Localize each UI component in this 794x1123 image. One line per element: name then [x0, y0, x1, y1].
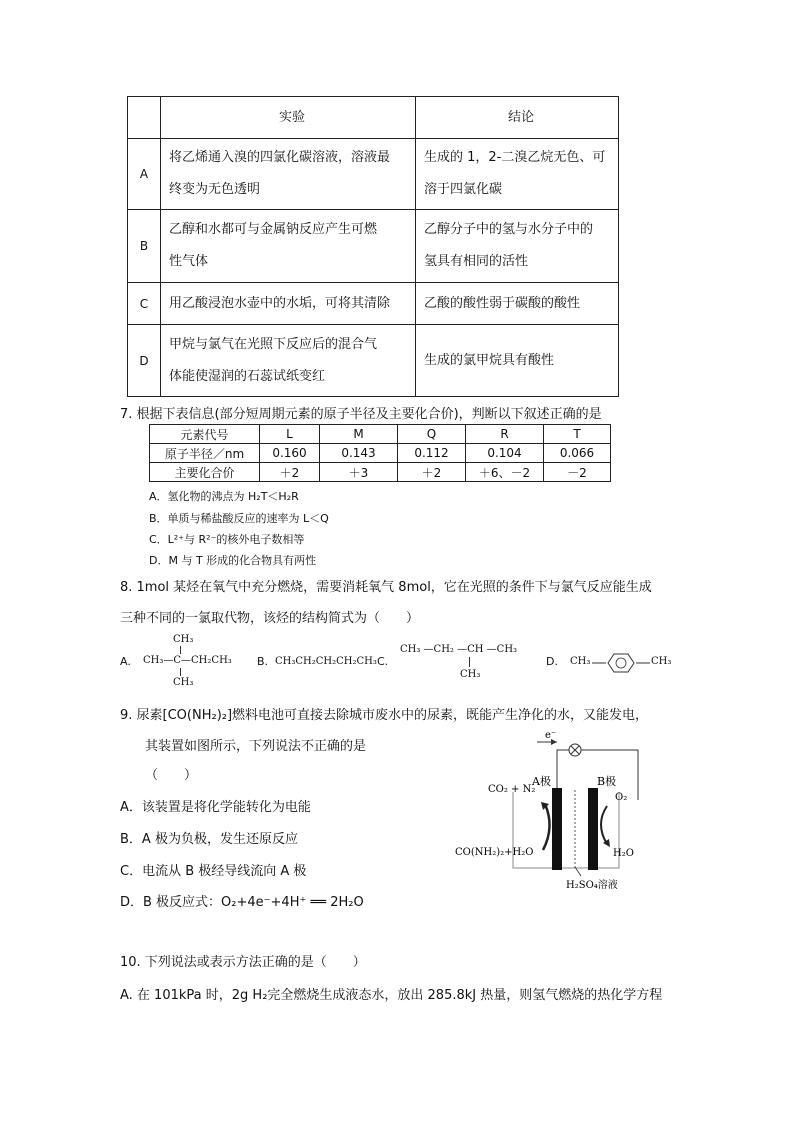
electrode-a — [552, 788, 562, 870]
q8-d-left-methyl: CH₃ — [570, 656, 591, 667]
q9-option-d: D．B 极反应式：O₂+4e⁻+4H⁺ ══ 2H₂O — [120, 895, 364, 910]
header-conclusion: 结论 — [416, 97, 619, 139]
row-label: C — [128, 283, 161, 325]
a-pole-label: A极 — [532, 775, 551, 788]
q7-option-d: D．M 与 T 形成的化合物具有两性 — [149, 554, 317, 567]
q8-option-a-label: A. — [120, 655, 131, 668]
table-cell: Q — [398, 425, 466, 444]
experiment-table — [127, 96, 619, 397]
row-label: A — [128, 139, 161, 210]
benzene-ring-icon — [592, 651, 652, 675]
b-reactant-label: O₂ — [615, 792, 628, 803]
bond-line — [180, 646, 181, 654]
fuel-cell-diagram — [455, 732, 675, 894]
table-cell: ＋6、－2 — [466, 463, 544, 482]
b-pole-label: B极 — [597, 775, 617, 788]
q10-stem: 10. 下列说法或表示方法正确的是（ ） — [120, 955, 366, 970]
experiment-cell: 乙醇和水都可与金属钠反应产生可燃 性气体 — [161, 210, 416, 283]
q8-option-b-label: B. — [257, 655, 269, 668]
table-cell: T — [544, 425, 611, 444]
table-cell: 主要化合价 — [150, 463, 260, 482]
experiment-cell: 甲烷与氯气在光照下反应后的混合气 体能使湿润的石蕊试纸变红 — [161, 325, 416, 397]
solution-label: H₂SO₄溶液 — [566, 880, 618, 891]
q8-a-bottom-methyl: CH₃ — [173, 677, 194, 688]
table-cell: ＋2 — [398, 463, 466, 482]
q9-stem-line2: 其装置如图所示，下列说法不正确的是 — [145, 739, 367, 754]
table-cell: R — [466, 425, 544, 444]
arrow-b — [601, 806, 607, 844]
table-corner — [128, 97, 161, 139]
a-product-label: CO₂ + N₂ — [488, 784, 536, 795]
q9-option-c: C．电流从 B 极经导线流向 A 极 — [120, 864, 307, 879]
q8-a-main-chain: CH₃—C—CH₂CH₃ — [143, 655, 232, 666]
table-cell: L — [260, 425, 320, 444]
b-product-label: H₂O — [613, 848, 634, 859]
bond-line — [180, 668, 181, 676]
q8-d-right-methyl: CH₃ — [651, 656, 672, 667]
conclusion-cell: 生成的氯甲烷具有酸性 — [416, 325, 619, 397]
table-cell: ＋2 — [260, 463, 320, 482]
q8-c-main-chain: CH₃ —CH₂ —CH —CH₃ — [400, 644, 518, 655]
q9-option-a: A．该装置是将化学能转化为电能 — [120, 800, 311, 815]
q7-option-a: A．氢化物的沸点为 H₂T＜H₂R — [149, 490, 299, 503]
experiment-cell: 用乙酸浸泡水壶中的水垢，可将其清除 — [161, 283, 416, 325]
experiment-cell: 将乙烯通入溴的四氯化碳溶液，溶液最 终变为无色透明 — [161, 139, 416, 210]
q10-option-a: A. 在 101kPa 时，2g H₂完全燃烧生成液态水，放出 285.8kJ 热量，则氢气燃烧的热化学方程 — [120, 988, 663, 1003]
arrow-a — [543, 804, 550, 850]
q9-answer-paren: （ ） — [145, 768, 198, 783]
table-cell: 0.143 — [320, 444, 398, 463]
q7-option-b: B．单质与稀盐酸反应的速率为 L＜Q — [149, 512, 329, 525]
element-table — [149, 424, 611, 482]
table-cell: 元素代号 — [150, 425, 260, 444]
row-label: B — [128, 210, 161, 283]
table-cell: 0.112 — [398, 444, 466, 463]
a-reactant-label: CO(NH₂)₂+H₂O — [455, 847, 534, 858]
table-cell: ＋3 — [320, 463, 398, 482]
q8-option-c-label: C. — [377, 655, 389, 668]
bond-line — [469, 657, 470, 667]
q7-stem: 7. 根据下表信息(部分短周期元素的原子半径及主要化合价)，判断以下叙述正确的是 — [120, 407, 602, 422]
q8-c-branch-methyl: CH₃ — [460, 669, 481, 680]
table-cell: 0.160 — [260, 444, 320, 463]
header-experiment: 实验 — [161, 97, 416, 139]
table-cell: 0.104 — [466, 444, 544, 463]
row-label: D — [128, 325, 161, 397]
table-cell: －2 — [544, 463, 611, 482]
q8-stem-line2: 三种不同的一氯取代物，该烃的结构简式为（ ） — [120, 611, 420, 626]
table-cell: 原子半径／nm — [150, 444, 260, 463]
electron-label: e⁻ — [545, 732, 557, 741]
q9-stem-line1: 9. 尿素[CO(NH₂)₂]燃料电池可直接去除城市废水中的尿素，既能产生净化的水，又能发电， — [120, 708, 649, 723]
q8-option-b-formula: CH₃CH₂CH₂CH₂CH₃ — [275, 656, 377, 667]
conclusion-cell: 乙酸的酸性弱于碳酸的酸性 — [416, 283, 619, 325]
table-cell: 0.066 — [544, 444, 611, 463]
electrode-b — [588, 788, 598, 870]
q9-option-b: B．A 极为负极，发生还原反应 — [120, 832, 298, 847]
conclusion-cell: 乙醇分子中的氢与水分子中的 氢具有相同的活性 — [416, 210, 619, 283]
q8-a-top-methyl: CH₃ — [173, 634, 194, 645]
q7-option-c: C．L²⁺与 R²⁻的核外电子数相等 — [149, 533, 305, 546]
table-cell: M — [320, 425, 398, 444]
conclusion-cell: 生成的 1，2-二溴乙烷无色、可 溶于四氯化碳 — [416, 139, 619, 210]
q8-stem-line1: 8. 1mol 某烃在氧气中充分燃烧，需要消耗氧气 8mol，它在光照的条件下与氯气反应能生成 — [120, 580, 652, 595]
q8-option-d-label: D. — [546, 655, 558, 668]
